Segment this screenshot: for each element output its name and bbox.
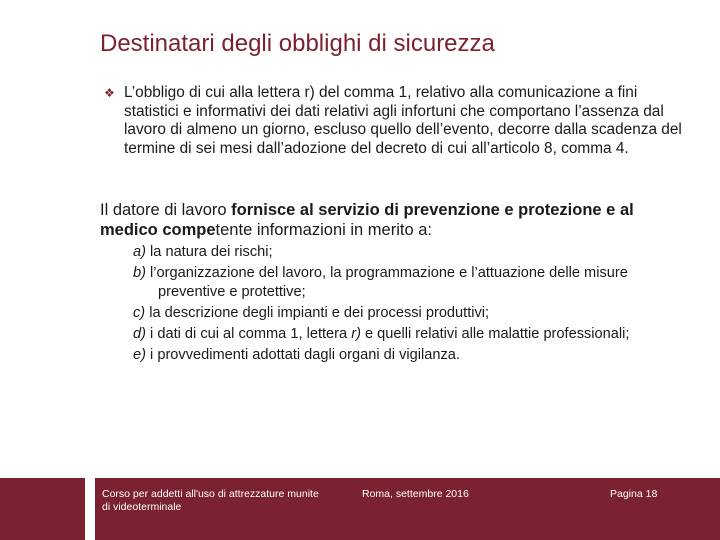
list-item-text: i provvedimenti adottati dagli organi di vigilanza. bbox=[145, 346, 460, 363]
footer-left-strip bbox=[0, 478, 85, 540]
diamond-bullet-icon: ❖ bbox=[104, 86, 115, 100]
intro-text-1: Il datore di lavoro bbox=[100, 201, 232, 219]
list-item-text: l’organizzazione del lavoro, la programmazione e l’attuazione delle misure preventive e protettive; bbox=[145, 265, 628, 300]
list-marker: a) bbox=[133, 244, 146, 260]
list-marker: d) bbox=[133, 325, 146, 342]
bullet-paragraph bbox=[104, 84, 694, 158]
list-marker: e) bbox=[133, 346, 146, 363]
bullet-text: L’obbligo di cui alla lettera r) del comma 1, relativo alla comunicazione a fini statistici e informativi dei dati relativi agli infortuni che comportano l’assenza dal lavoro di almeno un giorno, escluso quello dell’evento, decorre dalla scadenza del termine di sei mesi dall’adozione del decreto di cui all’articolo 8, comma 4. bbox=[124, 84, 682, 157]
list-marker: b) bbox=[133, 265, 146, 281]
list-item-text-2: e quelli relativi alle malattie professionali; bbox=[360, 325, 630, 342]
list-item-text: la descrizione degli impianti e dei processi produttivi; bbox=[145, 304, 490, 321]
list-item-c bbox=[133, 304, 693, 323]
footer-course: Corso per addetti all'uso di attrezzature munite di videoterminale bbox=[102, 488, 319, 513]
intro-paragraph bbox=[100, 200, 690, 240]
list-marker: c) bbox=[133, 304, 146, 321]
info-list bbox=[133, 243, 693, 367]
slide-title: Destinatari degli obblighi di sicurezza bbox=[100, 30, 495, 57]
list-item-text: i dati di cui al comma 1, lettera bbox=[145, 325, 352, 342]
list-item-text: la natura dei rischi; bbox=[145, 244, 273, 260]
intro-text-2: tente informazioni in merito a: bbox=[215, 221, 432, 239]
list-item-e bbox=[133, 346, 693, 365]
footer-date: Roma, settembre 2016 bbox=[362, 488, 469, 500]
list-inline-marker: r) bbox=[351, 325, 361, 342]
footer-page-number: Pagina 18 bbox=[610, 488, 658, 500]
list-item-a bbox=[133, 243, 693, 262]
intro-bold-text: fornisce al servizio di prevenzione e protezione e al medico compe bbox=[100, 201, 634, 239]
list-item-d bbox=[133, 325, 693, 344]
list-item-b bbox=[133, 264, 693, 301]
